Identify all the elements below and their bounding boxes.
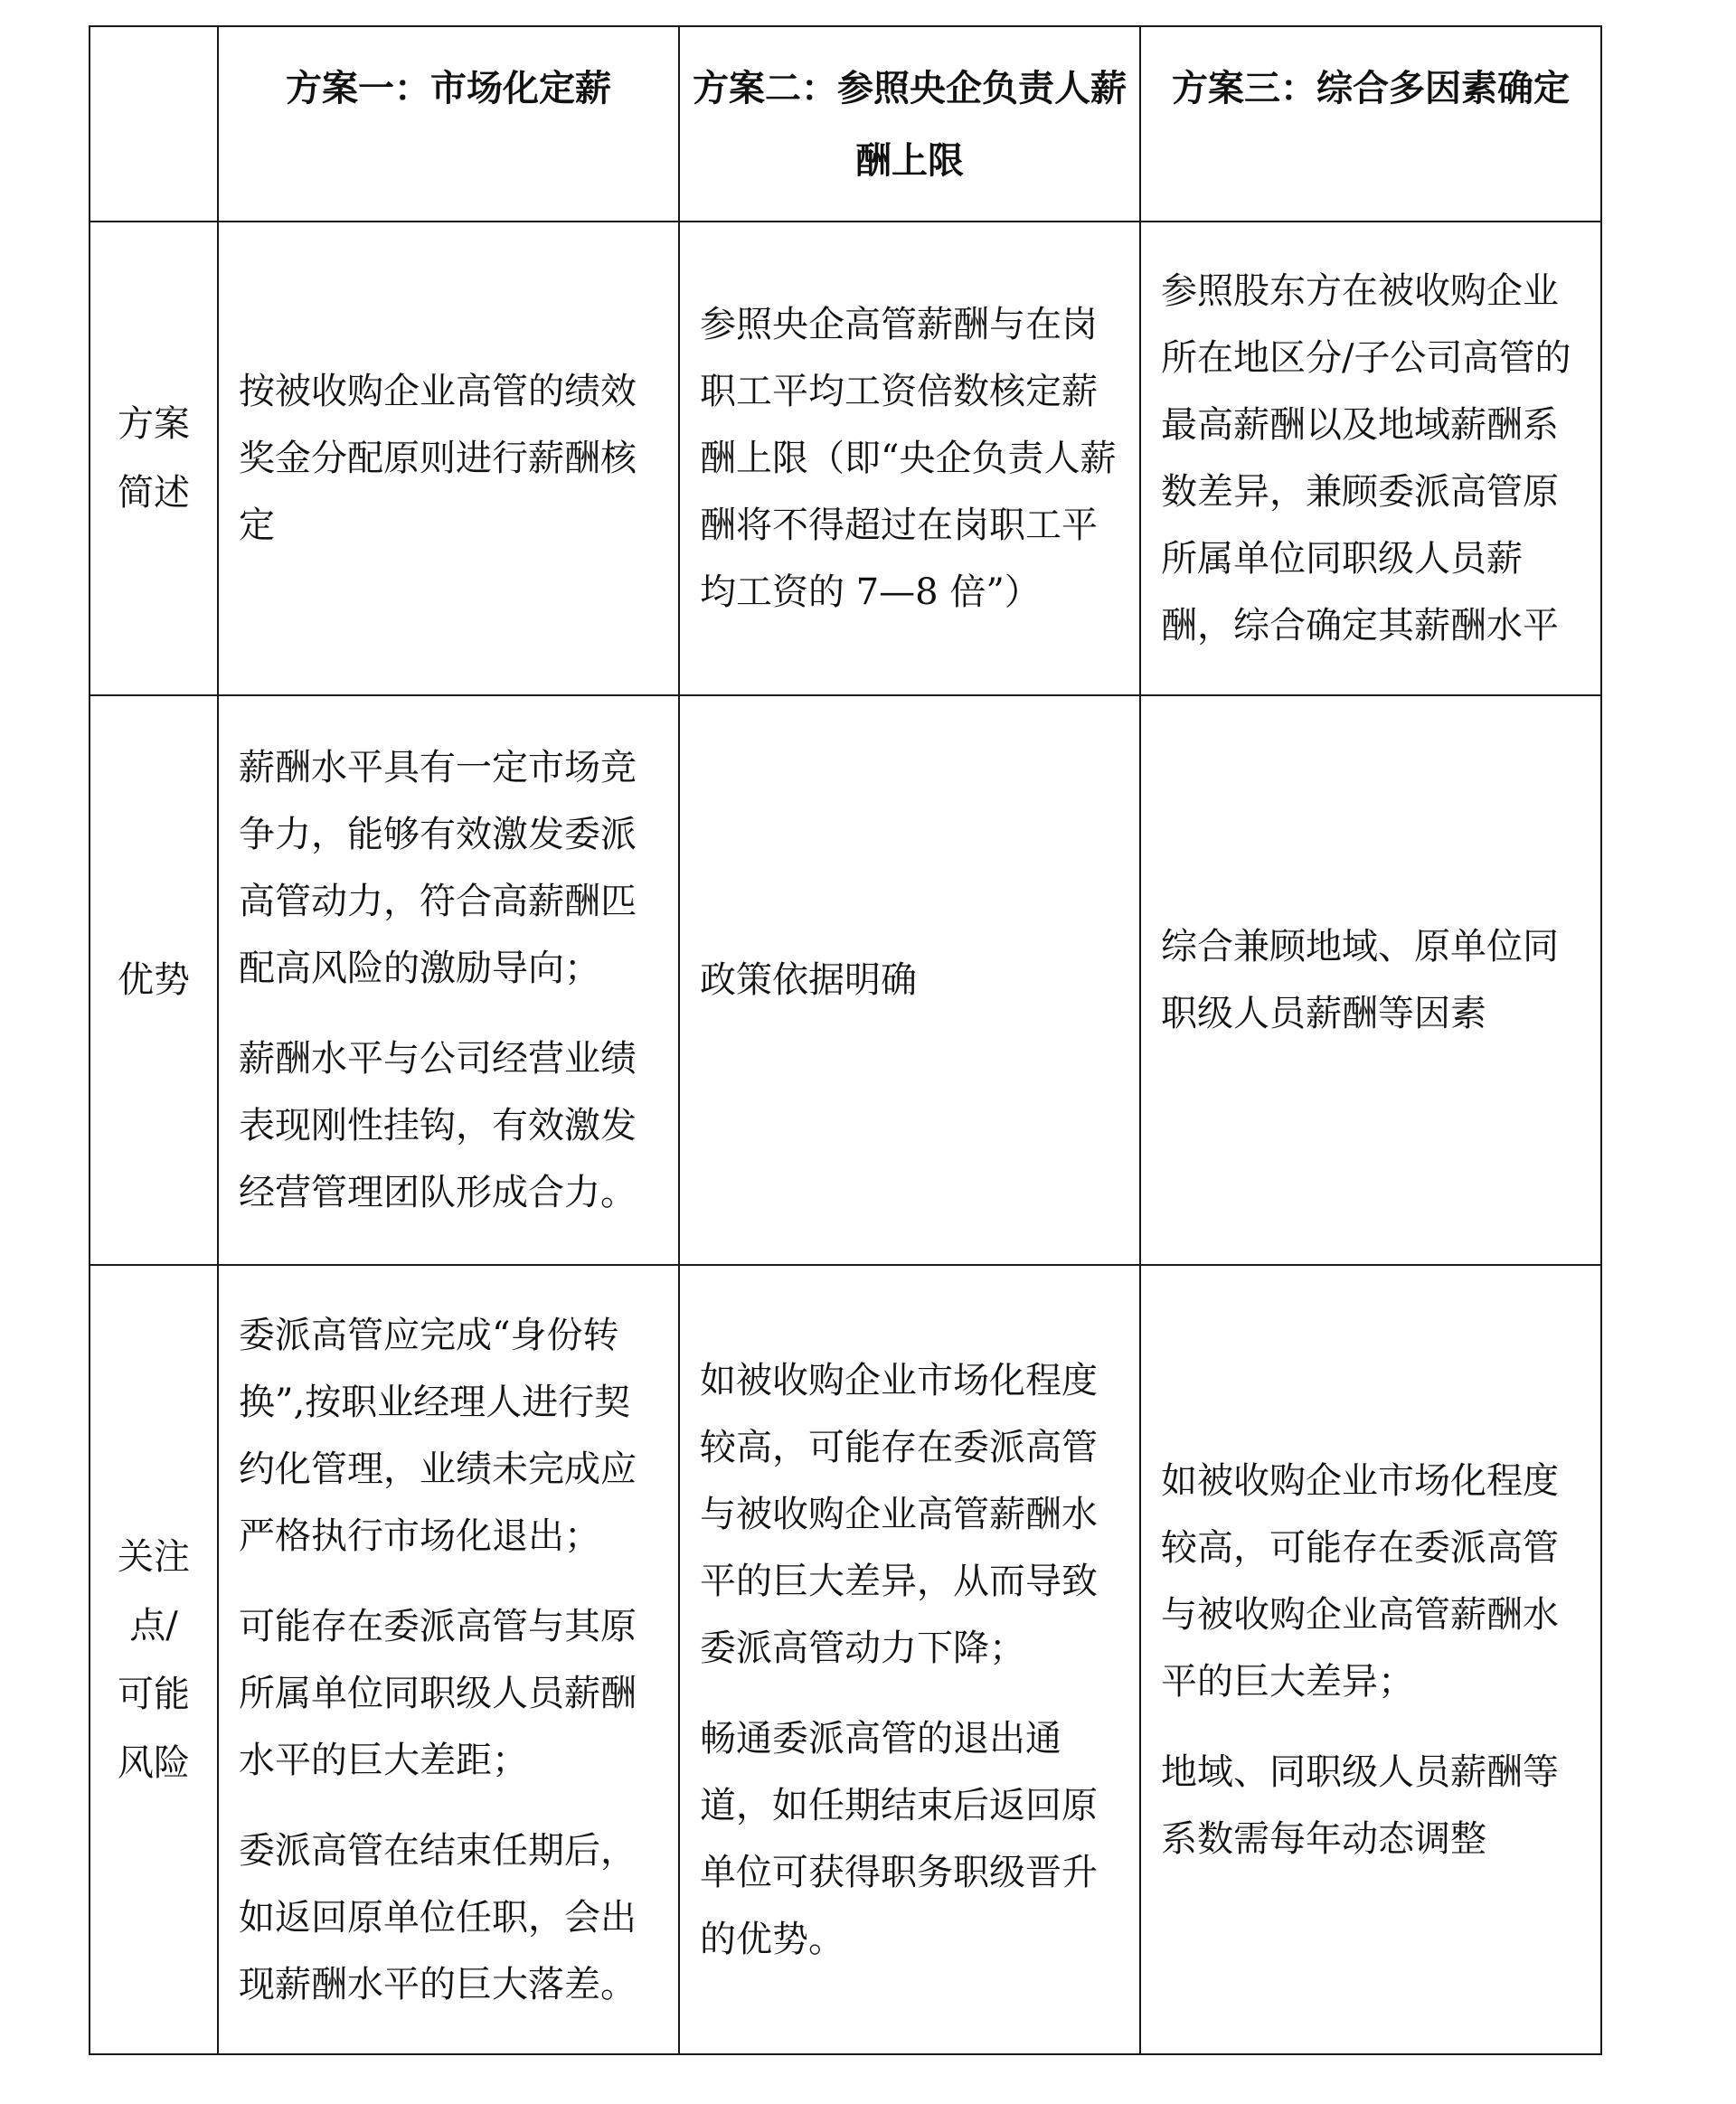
cell-paragraph: 按被收购企业高管的绩效奖金分配原则进行薪酬核定	[239, 371, 637, 546]
row-label-summary	[90, 222, 218, 695]
cell-risks-plan2	[679, 1265, 1140, 2054]
row-advantages	[90, 695, 1601, 1265]
cell-summary-plan3	[1140, 222, 1601, 695]
cell-paragraph: 薪酬水平与公司经营业绩表现刚性挂钩，有效激发经营管理团队形成合力。	[239, 1038, 637, 1213]
cell-advantages-plan1	[218, 695, 679, 1265]
row-label-text: 方案简述	[118, 403, 190, 514]
cell-paragraph: 委派高管在结束任期后，如返回原单位任职，会出现薪酬水平的巨大落差。	[239, 1829, 637, 2005]
cell-paragraph: 参照股东方在被收购企业所在地区分/子公司高管的最高薪酬以及地域薪酬系数差异，兼顾委派高管原所属单位同职级人员薪酬，综合确定其薪酬水平	[1161, 270, 1571, 646]
cell-advantages-plan2	[679, 695, 1140, 1265]
cell-paragraph: 可能存在委派高管与其原所属单位同职级人员薪酬水平的巨大差距；	[239, 1605, 637, 1781]
cell-paragraph: 如被收购企业市场化程度较高，可能存在委派高管与被收购企业高管薪酬水平的巨大差异；	[1161, 1459, 1559, 1703]
cell-paragraph: 综合兼顾地域、原单位同职级人员薪酬等因素	[1161, 926, 1559, 1034]
cell-paragraph: 政策依据明确	[700, 959, 917, 1001]
cell-summary-plan2	[679, 222, 1140, 695]
cell-paragraph: 地域、同职级人员薪酬等系数需每年动态调整	[1161, 1750, 1559, 1860]
header-row	[90, 26, 1601, 222]
header-plan1: 方案一：市场化定薪	[218, 26, 679, 222]
header-plan3: 方案三：综合多因素确定	[1140, 26, 1601, 222]
header-corner-cell	[90, 26, 218, 222]
row-label-advantages	[90, 695, 218, 1265]
cell-paragraph: 如被收购企业市场化程度较高，可能存在委派高管与被收购企业高管薪酬水平的巨大差异，从而导致委派高管动力下降；	[700, 1359, 1098, 1669]
row-label-risks	[90, 1265, 218, 2054]
row-label-text: 优势	[118, 959, 190, 1001]
header-plan2: 方案二：参照央企负责人薪酬上限	[679, 26, 1140, 222]
cell-paragraph: 薪酬水平具有一定市场竞争力，能够有效激发委派高管动力，符合高薪酬匹配高风险的激励导向；	[239, 747, 637, 989]
row-risks	[90, 1265, 1601, 2054]
row-label-text: 关注点/可能风险	[118, 1535, 190, 1784]
cell-risks-plan1	[218, 1265, 679, 2054]
cell-risks-plan3	[1140, 1265, 1601, 2054]
row-summary	[90, 222, 1601, 695]
cell-paragraph: 畅通委派高管的退出通道，如任期结束后返回原单位可获得职务职级晋升的优势。	[700, 1717, 1098, 1960]
cell-paragraph: 参照央企高管薪酬与在岗职工平均工资倍数核定薪酬上限（即“央企负责人薪酬将不得超过在岗职工平均工资的 7—8 倍”）	[700, 304, 1117, 613]
cell-paragraph: 委派高管应完成“身份转换”,按职业经理人进行契约化管理，业绩未完成应严格执行市场化退出；	[239, 1314, 637, 1557]
cell-summary-plan1	[218, 222, 679, 695]
comparison-table	[89, 25, 1602, 2055]
cell-advantages-plan3	[1140, 695, 1601, 1265]
